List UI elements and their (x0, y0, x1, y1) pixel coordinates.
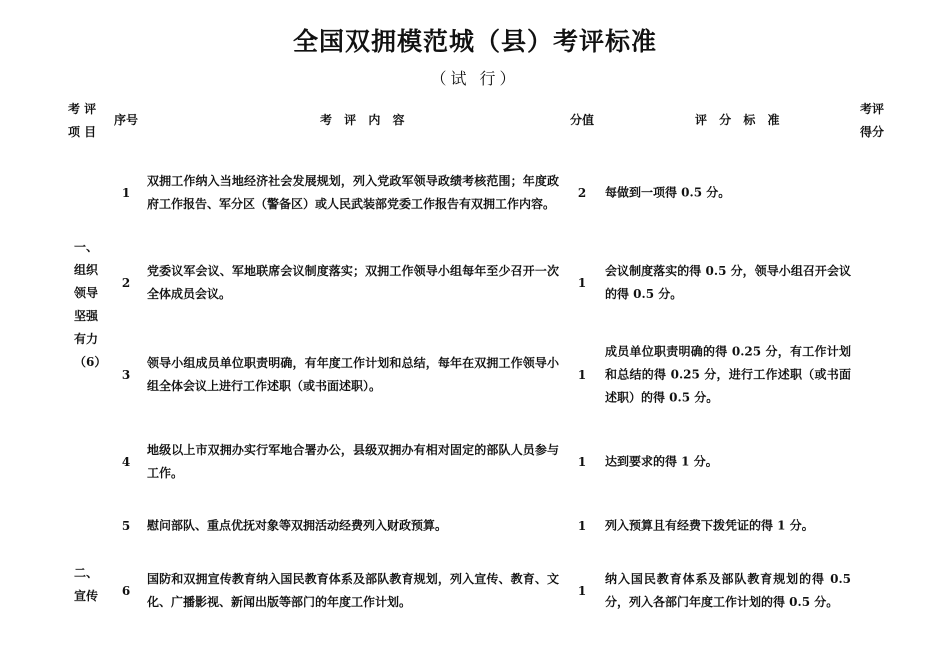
row-score: 1 (577, 455, 587, 469)
category-publicity: 二、宣传 (74, 566, 99, 603)
row-seq: 4 (121, 455, 131, 469)
row-score: 1 (577, 518, 587, 533)
row-score: 1 (577, 584, 587, 598)
header-category: 考 评 项 目 (68, 102, 97, 139)
header-criteria: 评 分 标 准 (695, 113, 784, 127)
row-criteria: 会议制度落实的得 0.5 分，领导小组召开会议的得 0.5 分。 (605, 264, 851, 301)
row-content: 领导小组成员单位职责明确，有年度工作计划和总结，每年在双拥工作领导小组全体会议上进行工作述职（或书面述职）。 (147, 355, 559, 393)
header-earned: 考评得分 (860, 102, 885, 139)
row-score: 2 (577, 186, 587, 200)
row-content: 慰问部队、重点优抚对象等双拥活动经费列入财政预算。 (147, 518, 448, 532)
header-score: 分值 (570, 113, 595, 127)
table-row (0, 340, 950, 409)
row-criteria: 成员单位职责明确的得 0.25 分，有工作计划和总结的得 0.25 分，进行工作述职（或书面述职）的得 0.5 分。 (605, 344, 851, 404)
row-criteria: 列入预算且有经费下拨凭证的得 1 分。 (605, 518, 814, 532)
row-seq: 5 (121, 518, 131, 533)
table-row (0, 439, 950, 485)
row-content: 党委议军会议、军地联席会议制度落实；双拥工作领导小组每年至少召开一次全体成员会议。 (147, 264, 559, 301)
row-criteria: 每做到一项得 0.5 分。 (605, 185, 731, 200)
row-seq: 6 (121, 584, 131, 598)
row-criteria: 达到要求的得 1 分。 (605, 454, 718, 469)
page-title: 全国双拥模范城（县）考评标准 (292, 27, 657, 56)
row-content: 国防和双拥宣传教育纳入国民教育体系及部队教育规划，列入宣传、教育、文化、广播影视、新闻出版等部门的年度工作计划。 (147, 572, 559, 609)
row-score: 1 (577, 276, 587, 290)
row-seq: 3 (121, 367, 131, 382)
table-row (0, 170, 950, 216)
header-seq: 序号 (114, 113, 139, 127)
table-row (0, 568, 950, 614)
row-score: 1 (577, 367, 587, 382)
row-criteria: 纳入国民教育体系及部队教育规划的得 0.5 分，列入各部门年度工作计划的得 0.5 分。 (605, 572, 851, 609)
page-subtitle: （试 行） (430, 69, 520, 88)
table-row (0, 514, 950, 537)
row-seq: 1 (121, 186, 131, 200)
row-content: 地级以上市双拥办实行军地合署办公，县级双拥办有相对固定的部队人员参与工作。 (147, 443, 559, 480)
row-seq: 2 (121, 276, 131, 290)
table-row (0, 260, 950, 306)
header-content: 考 评 内 容 (320, 113, 409, 127)
row-content: 双拥工作纳入当地经济社会发展规划，列入党政军领导政绩考核范围；年度政府工作报告、军分区（警备区）或人民武装部党委工作报告有双拥工作内容。 (147, 174, 559, 211)
category-organization-leadership: 一、组织领导坚强有力（6） (74, 240, 107, 369)
